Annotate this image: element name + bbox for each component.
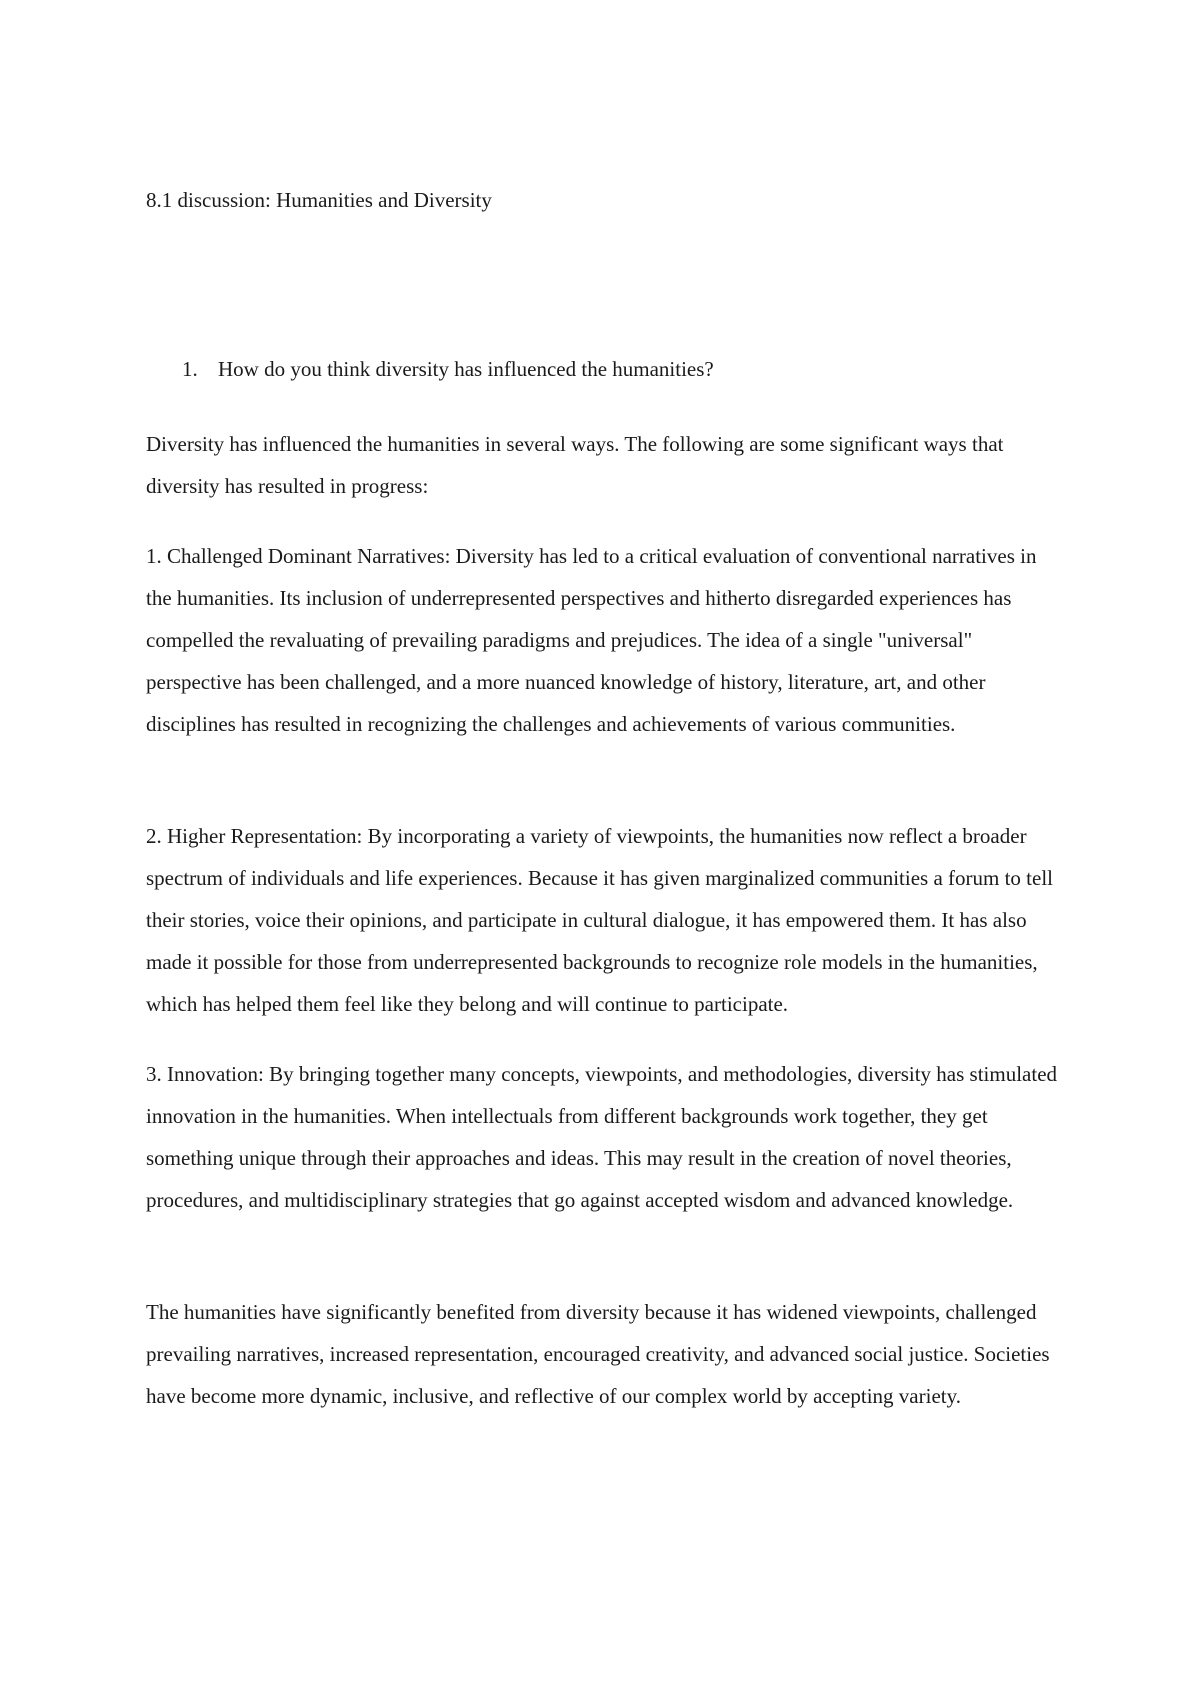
point-innovation-paragraph: 3. Innovation: By bringing together many concepts, viewpoints, and methodologies, diversity has stimulated innovation in the humanities. When intellectuals from different backgrounds work together, they get something unique through their approaches and ideas. This may result in the creation of novel theories, procedures, and multidisciplinary strategies that go against accepted wisdom and advanced knowledge.: [146, 1062, 1058, 1212]
question-text: How do you think diversity has influenced the humanities?: [218, 357, 714, 381]
document-title: 8.1 discussion: Humanities and Diversity: [146, 188, 492, 212]
point-challenged-narratives-paragraph: 1. Challenged Dominant Narratives: Diversity has led to a critical evaluation of conventional narratives in the humanities. Its inclusion of underrepresented perspectives and hitherto disregarded experiences has compelled the revaluating of prevailing paradigms and prejudices. The idea of a single "universal" perspective has been challenged, and a more nuanced knowledge of history, literature, art, and other disciplines has resulted in recognizing the challenges and achievements of various communities.: [146, 544, 1037, 736]
point-higher-representation-paragraph: 2. Higher Representation: By incorporating a variety of viewpoints, the humanities now reflect a broader spectrum of individuals and life experiences. Because it has given marginalized communities a forum to tell their stories, voice their opinions, and participate in cultural dialogue, it has empowered them. It has also made it possible for those from underrepresented backgrounds to recognize role models in the humanities, which has helped them feel like they belong and will continue to participate.: [146, 824, 1054, 1016]
question-number: 1.: [182, 357, 198, 381]
conclusion-paragraph: The humanities have significantly benefited from diversity because it has widened viewpoints, challenged prevailing narratives, increased representation, encouraged creativity, and advanced social justice. Societies have become more dynamic, inclusive, and reflective of our complex world by accepting variety.: [146, 1300, 1050, 1408]
intro-paragraph: Diversity has influenced the humanities in several ways. The following are some significant ways that diversity has resulted in progress:: [146, 432, 1004, 498]
